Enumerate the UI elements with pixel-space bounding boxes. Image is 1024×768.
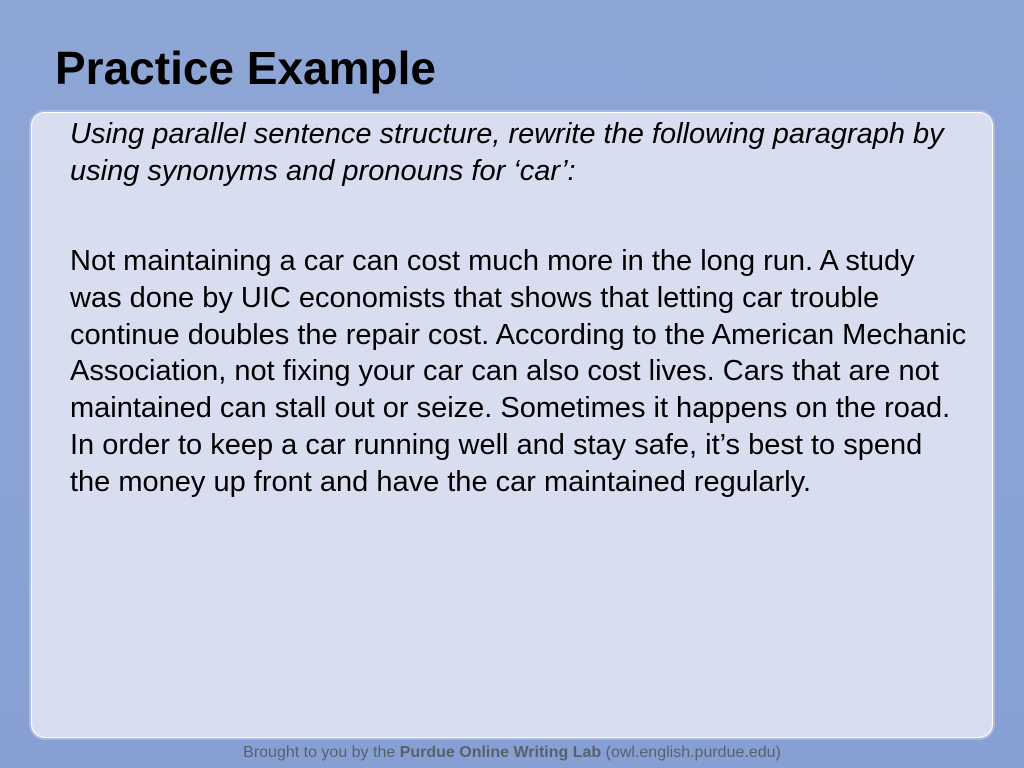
footer-brand: Purdue Online Writing Lab (399, 744, 602, 761)
slide-title: Practice Example (55, 42, 437, 94)
practice-paragraph: Not maintaining a car can cost much more in the long run. A study was done by UIC economists that shows that letting car trouble continue doubles the repair cost. According to the American Mechanic Association, not fixing your car can also cost lives. Cars that are not maintained can stall out or seize. Sometimes it happens on the road. In order to keep a car running well and stay safe, it’s best to spend the money up front and have the car maintained regularly. (70, 245, 967, 498)
footer-credit (0, 742, 1024, 764)
instruction-text: Using parallel sentence structure, rewrite the following paragraph by using synonyms and pronouns for ‘car’: (70, 118, 944, 187)
footer-prefix: Brought to you by the (243, 744, 400, 761)
footer-suffix: (owl.english.purdue.edu) (601, 744, 781, 761)
